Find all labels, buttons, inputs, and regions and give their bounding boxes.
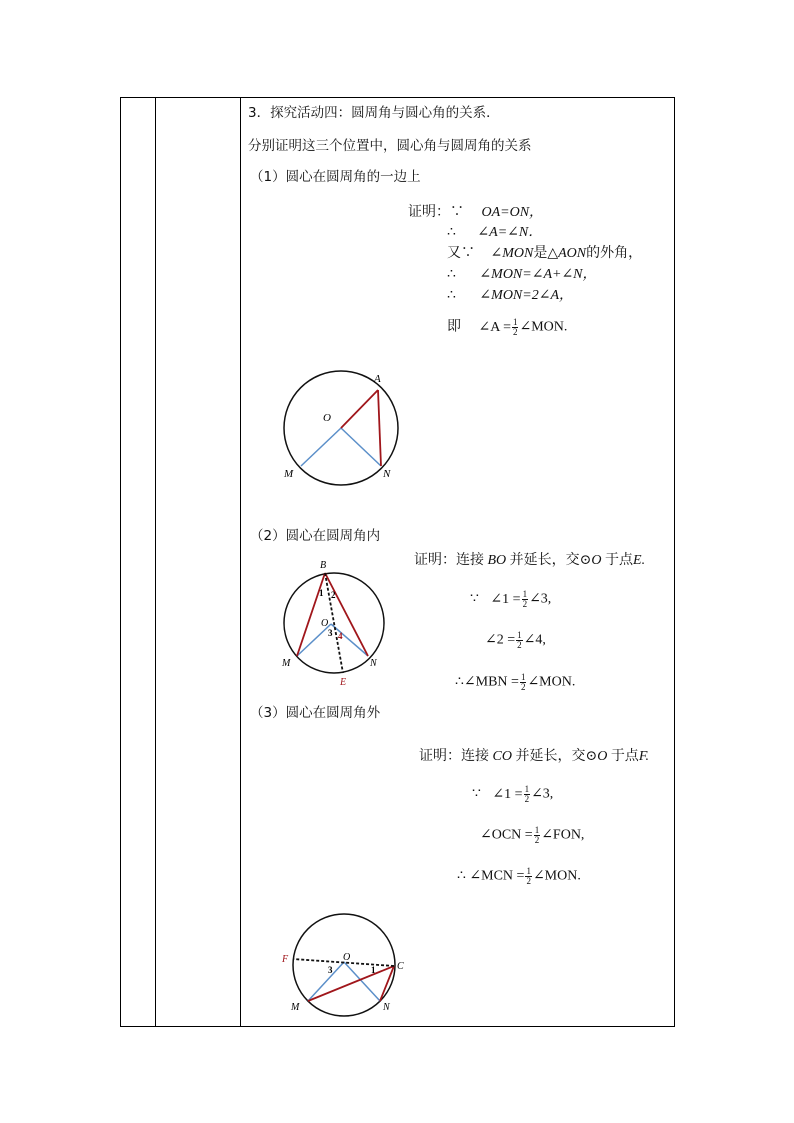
case2-heading: （2）圆心在圆周角内 <box>250 528 381 544</box>
section-title: 3．探究活动四：圆周角与圆心角的关系． <box>248 105 500 121</box>
case3-proof-intro: 证明：连接 CO 并延长，交⊙O 于点F. <box>419 749 650 764</box>
angle-label-3: 3 <box>328 965 333 975</box>
case1-heading: （1）圆心在圆周角的一边上 <box>250 169 421 185</box>
angle-label-1: 1 <box>319 588 324 598</box>
proof-angle: ∠MON <box>490 246 534 261</box>
label-o: O <box>343 952 351 963</box>
segment-cm <box>308 966 394 1001</box>
fraction-half: $\frac{1}{2}$ <box>512 317 518 337</box>
case2-proof-line2: ∠2 = $\frac{1}{2}$ ∠4, <box>485 630 546 650</box>
label-e: E <box>340 677 347 688</box>
fraction-half: $\frac{1}{2}$ <box>522 589 528 609</box>
label-m: M <box>291 1002 300 1013</box>
case3-proof-line3: ∴ ∠MCN = $\frac{1}{2}$ ∠MON. <box>457 866 581 886</box>
proof-expr: ∠MON=2∠A， <box>479 288 573 303</box>
case2-proof-intro: 证明：连接 BO 并延长，交⊙O 于点E. <box>414 553 646 568</box>
fraction-half: $\frac{1}{2}$ <box>534 825 540 845</box>
label-f: F <box>282 954 289 965</box>
fraction-half: $\frac{1}{2}$ <box>517 630 522 650</box>
fraction-half: $\frac{1}{2}$ <box>524 784 530 804</box>
section-instruction: 分别证明这三个位置中，圆心角与圆周角的关系 <box>248 138 532 154</box>
fraction-half: $\frac{1}{2}$ <box>526 866 531 886</box>
case3-heading: （3）圆心在圆周角外 <box>250 705 381 721</box>
proof-triangle: △AON <box>547 246 587 261</box>
therefore-symbol: ∴ <box>447 267 456 282</box>
proof-expr: OA=ON， <box>481 205 544 220</box>
proof-word: 的外角， <box>586 246 643 261</box>
proof-label: 即 <box>447 319 461 335</box>
label-o: O <box>321 618 329 629</box>
therefore-symbol: ∴ <box>447 288 456 303</box>
proof-expr: ∠MON. <box>519 319 568 335</box>
case2-proof-line3: ∴∠MBN = $\frac{1}{2}$ ∠MON. <box>455 672 576 692</box>
angle-label-3: 3 <box>328 628 333 638</box>
case3-proof-line1: ∵ ∠1 = $\frac{1}{2}$ ∠3, <box>472 784 554 804</box>
label-a: A <box>374 373 381 385</box>
proof-label: 证明：∵ <box>408 205 464 220</box>
label-o: O <box>323 412 331 424</box>
angle-label-1: 1 <box>371 965 376 975</box>
label-n: N <box>383 1002 390 1013</box>
case3-proof-line2: ∠OCN = $\frac{1}{2}$ ∠FON, <box>480 825 585 845</box>
label-n: N <box>370 658 377 669</box>
angle-label-2: 2 <box>331 590 336 600</box>
segment-om <box>308 962 344 1001</box>
label-n: N <box>383 468 391 480</box>
proof-expr: ∠A = <box>478 319 511 335</box>
proof-expr: ∠MON=∠A+∠N， <box>479 267 597 282</box>
fraction-half: $\frac{1}{2}$ <box>520 672 526 692</box>
therefore-symbol: ∴ <box>447 225 456 240</box>
label-m: M <box>284 468 294 480</box>
proof-label: 又∵ <box>447 246 475 261</box>
label-c: C <box>397 961 404 972</box>
proof-expr: ∠A=∠N． <box>477 225 543 240</box>
case2-proof-line1: ∵ ∠1 = $\frac{1}{2}$ ∠3, <box>470 589 552 609</box>
proof-word: 是 <box>533 246 548 261</box>
angle-label-4: 4 <box>338 631 343 641</box>
label-b: B <box>320 560 327 571</box>
label-m: M <box>282 658 291 669</box>
